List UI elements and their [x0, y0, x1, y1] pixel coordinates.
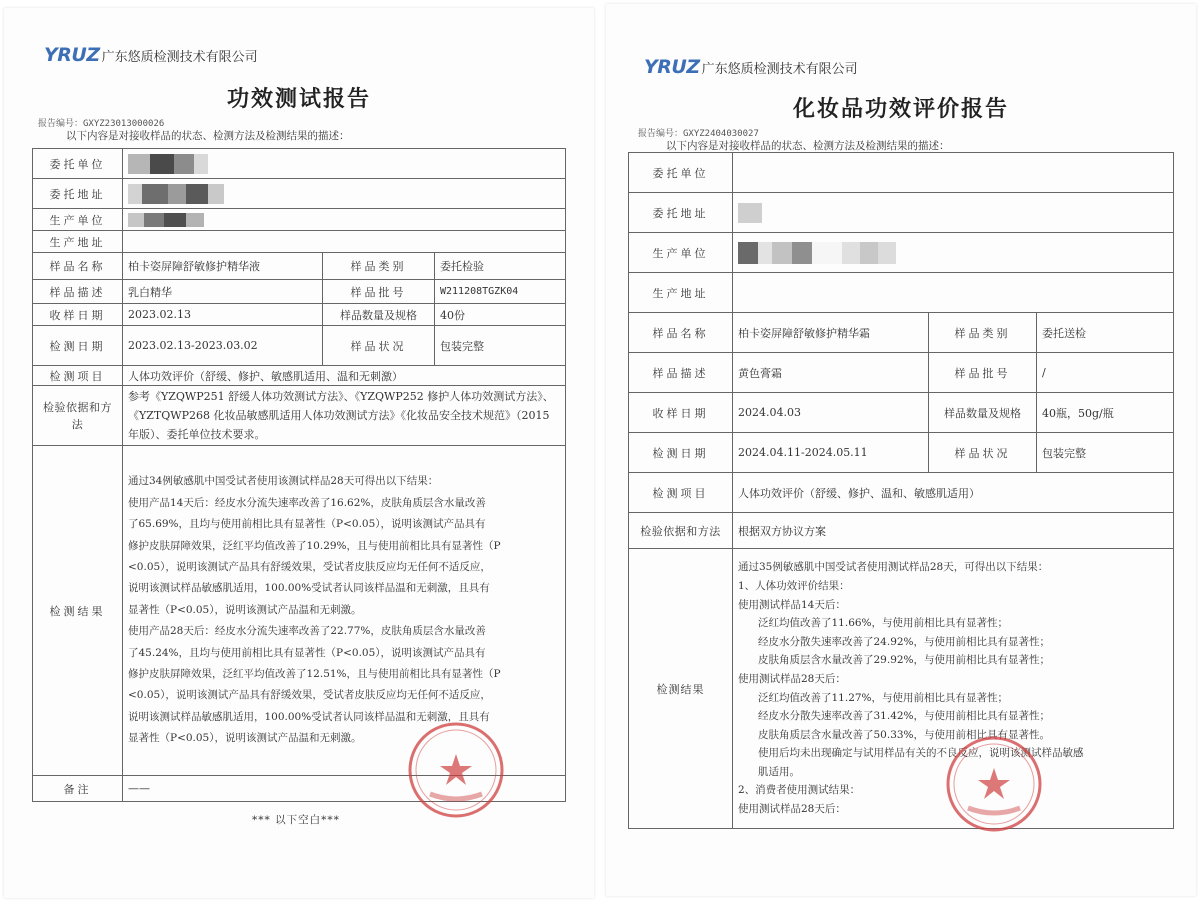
result-line: 修护皮肤屏障效果，泛红平均值改善了10.29%，且与使用前相比具有显著性（P	[128, 539, 501, 552]
table-row	[33, 179, 566, 209]
row-label: 检测项目	[33, 366, 123, 386]
row-label: 样品类别	[929, 313, 1037, 353]
row-label: 检测日期	[33, 326, 123, 366]
table-row	[629, 549, 1174, 829]
page-title: 功效测试报告	[226, 86, 371, 112]
test-date: 2024.04.11-2024.05.11	[733, 433, 929, 473]
result-line: 使用测试样品14天后：	[738, 598, 846, 611]
redacted-client-address	[123, 179, 566, 209]
result-line: 2、消费者使用测试结果：	[738, 784, 861, 797]
row-label: 检测日期	[629, 433, 733, 473]
sample-description: 黄色膏霜	[733, 353, 929, 393]
sample-batch: /	[1037, 353, 1174, 393]
redacted-maker	[123, 209, 566, 231]
sample-type: 委托送检	[1037, 313, 1174, 353]
report-table	[628, 152, 1174, 829]
result-line: 说明该测试样品敏感肌适用，100.00%受试者认同该样品温和无刺激，且具有	[128, 710, 490, 723]
sample-description: 乳白精华	[123, 280, 323, 304]
result-line: 1、人体功效评价结果：	[738, 579, 850, 592]
table-row	[33, 149, 566, 179]
company-name: 广东悠质检测技术有限公司	[701, 62, 858, 77]
row-label: 样品名称	[629, 313, 733, 353]
sample-quantity: 40份	[435, 304, 566, 326]
result-line: 使用测试样品28天后：	[738, 672, 846, 685]
result-line: 说明该测试样品敏感肌适用，100.00%受试者认同该样品温和无刺激，且具有	[128, 582, 490, 595]
table-row	[33, 446, 566, 776]
row-label: 委托地址	[629, 193, 733, 233]
sample-quantity: 40瓶，50g/瓶	[1037, 393, 1174, 433]
row-label: 样品描述	[33, 280, 123, 304]
maker-address-value	[733, 273, 1174, 313]
row-label: 委托单位	[629, 153, 733, 193]
result-line: 通过35例敏感肌中国受试者使用测试样品28天，可得出以下结果：	[738, 561, 1049, 574]
table-row	[629, 393, 1174, 433]
row-label: 生产单位	[629, 233, 733, 273]
table-row	[33, 231, 566, 253]
row-label: 样品状况	[323, 326, 435, 366]
row-label: 检验依据和方法	[629, 513, 733, 549]
row-label: 生产地址	[629, 273, 733, 313]
table-row	[33, 304, 566, 326]
row-label: 样品类别	[323, 253, 435, 280]
table-row	[33, 366, 566, 386]
row-label: 检验依据和方法	[33, 386, 123, 446]
result-line: 了65.69%，且均与使用前相比具有显著性（P<0.05），说明该测试产品具有	[128, 518, 486, 531]
logo-mark: YRUZ	[644, 56, 700, 78]
result-line: 了45.24%，且均与使用前相比具有显著性（P<0.05），说明该测试产品具有	[128, 646, 486, 659]
result-line: 肌适用。	[758, 765, 800, 778]
table-row	[629, 193, 1174, 233]
table-row	[629, 273, 1174, 313]
client-value	[733, 153, 1174, 193]
table-row	[33, 776, 566, 802]
test-items: 人体功效评价（舒缓、修护、敏感肌适用、温和无刺激）	[123, 366, 566, 386]
company-logo	[644, 56, 858, 78]
receive-date: 2024.04.03	[733, 393, 929, 433]
table-row	[33, 209, 566, 231]
page-title: 化妆品功效评价报告	[792, 96, 1009, 122]
test-items: 人体功效评价（舒缓、修护、温和、敏感肌适用）	[733, 473, 1174, 513]
row-label: 收样日期	[629, 393, 733, 433]
end-marker: *** 以下空白***	[252, 814, 340, 826]
row-label: 生产单位	[33, 209, 123, 231]
report-page-2	[606, 4, 1196, 896]
row-label: 样品名称	[33, 253, 123, 280]
redacted-maker	[733, 233, 1174, 273]
row-label: 样品数量及规格	[323, 304, 435, 326]
company-name: 广东悠质检测技术有限公司	[101, 50, 258, 65]
table-row	[629, 153, 1174, 193]
table-row	[33, 326, 566, 366]
result-line: 经皮水分散失速率改善了31.42%，与使用前相比具有显著性；	[758, 710, 1051, 723]
sample-batch: W211208TGZK04	[435, 280, 566, 304]
logo-mark: YRUZ	[44, 44, 100, 66]
sample-name: 柏卡姿屏障舒敏修护精华霜	[733, 313, 929, 353]
result-line: 显著性（P<0.05），说明该测试产品温和无刺激。	[128, 603, 362, 616]
table-row	[33, 253, 566, 280]
result-line: 修护皮肤屏障效果，泛红平均值改善了12.51%，且与使用前相比具有显著性（P	[128, 668, 501, 681]
test-basis: 参考《YZQWP251 舒缓人体功效测试方法》、《YZQWP252 修护人体功效测试方法》、《YZTQWP268 化妆品敏感肌适用人体功效测试方法》《化妆品安全技术规范》（2015年版）、委托单位技术要求。	[123, 386, 566, 446]
row-label: 样品批号	[929, 353, 1037, 393]
test-date: 2023.02.13-2023.03.02	[123, 326, 323, 366]
table-row	[629, 233, 1174, 273]
result-line: 皮肤角质层含水量改善了29.92%，与使用前相比具有显著性；	[758, 654, 1051, 667]
result-line: 皮肤角质层含水量改善了50.33%，与使用前相比具有显著性。	[758, 728, 1051, 741]
row-label: 样品状况	[929, 433, 1037, 473]
result-line: 使用产品14天后：经皮水分流失速率改善了16.62%，皮肤角质层含水量改善	[128, 496, 486, 509]
row-label: 检测项目	[629, 473, 733, 513]
intro-text: 以下内容是对接收样品的状态、检测方法及检测结果的描述：	[66, 130, 350, 142]
row-label: 生产地址	[33, 231, 123, 253]
receive-date: 2023.02.13	[123, 304, 323, 326]
result-line: 通过34例敏感肌中国受试者使用该测试样品28天可得出以下结果：	[128, 475, 439, 488]
intro-text: 以下内容是对接收样品的状态、检测方法及检测结果的描述：	[666, 140, 950, 152]
result-line: <0.05），说明该测试产品具有舒缓效果，受试者皮肤反应均无任何不适反应，	[128, 560, 491, 573]
sample-state: 包装完整	[435, 326, 566, 366]
row-label: 备注	[33, 776, 123, 802]
maker-address-value	[123, 231, 566, 253]
table-row	[629, 473, 1174, 513]
test-basis: 根据双方协议方案	[733, 513, 1174, 549]
result-line: 显著性（P<0.05），说明该测试产品温和无刺激。	[128, 732, 362, 745]
row-label: 样品批号	[323, 280, 435, 304]
test-results	[123, 446, 566, 776]
row-label: 委托地址	[33, 179, 123, 209]
table-row	[629, 353, 1174, 393]
redacted-client	[123, 149, 566, 179]
result-line: 经皮水分散失速率改善了24.92%，与使用前相比具有显著性；	[758, 635, 1051, 648]
report-number: 报告编号：GXYZ23013000026	[38, 119, 165, 129]
row-label: 样品数量及规格	[929, 393, 1037, 433]
test-results	[733, 549, 1174, 829]
row-label: 样品描述	[629, 353, 733, 393]
result-line: 泛红均值改善了11.66%，与使用前相比具有显著性；	[758, 617, 1009, 630]
result-line: 使用测试样品28天后：	[738, 803, 846, 816]
company-logo	[44, 44, 258, 66]
table-row	[629, 433, 1174, 473]
sample-name: 柏卡姿屏障舒敏修护精华液	[123, 253, 323, 280]
redacted-client-address	[733, 193, 1174, 233]
table-row	[629, 513, 1174, 549]
table-row	[629, 313, 1174, 353]
result-line: <0.05），说明该测试产品具有舒缓效果，受试者皮肤反应均无任何不适反应，	[128, 689, 491, 702]
row-label: 检测结果	[629, 549, 733, 829]
result-line: 使用后均未出现确定与试用样品有关的不良反应，说明该测试样品敏感	[758, 747, 1084, 760]
table-row	[33, 386, 566, 446]
report-page-1	[4, 8, 594, 898]
report-table	[32, 148, 566, 802]
row-label: 委托单位	[33, 149, 123, 179]
sample-type: 委托检验	[435, 253, 566, 280]
result-line: 使用产品28天后：经皮水分流失速率改善了22.77%，皮肤角质层含水量改善	[128, 625, 486, 638]
table-row	[33, 280, 566, 304]
report-number: 报告编号：GXYZ2404030027	[638, 129, 759, 139]
result-line: 泛红均值改善了11.27%，与使用前相比具有显著性；	[758, 691, 1009, 704]
remark-value: ——	[123, 776, 566, 802]
row-label: 检测结果	[33, 446, 123, 776]
row-label: 收样日期	[33, 304, 123, 326]
sample-state: 包装完整	[1037, 433, 1174, 473]
